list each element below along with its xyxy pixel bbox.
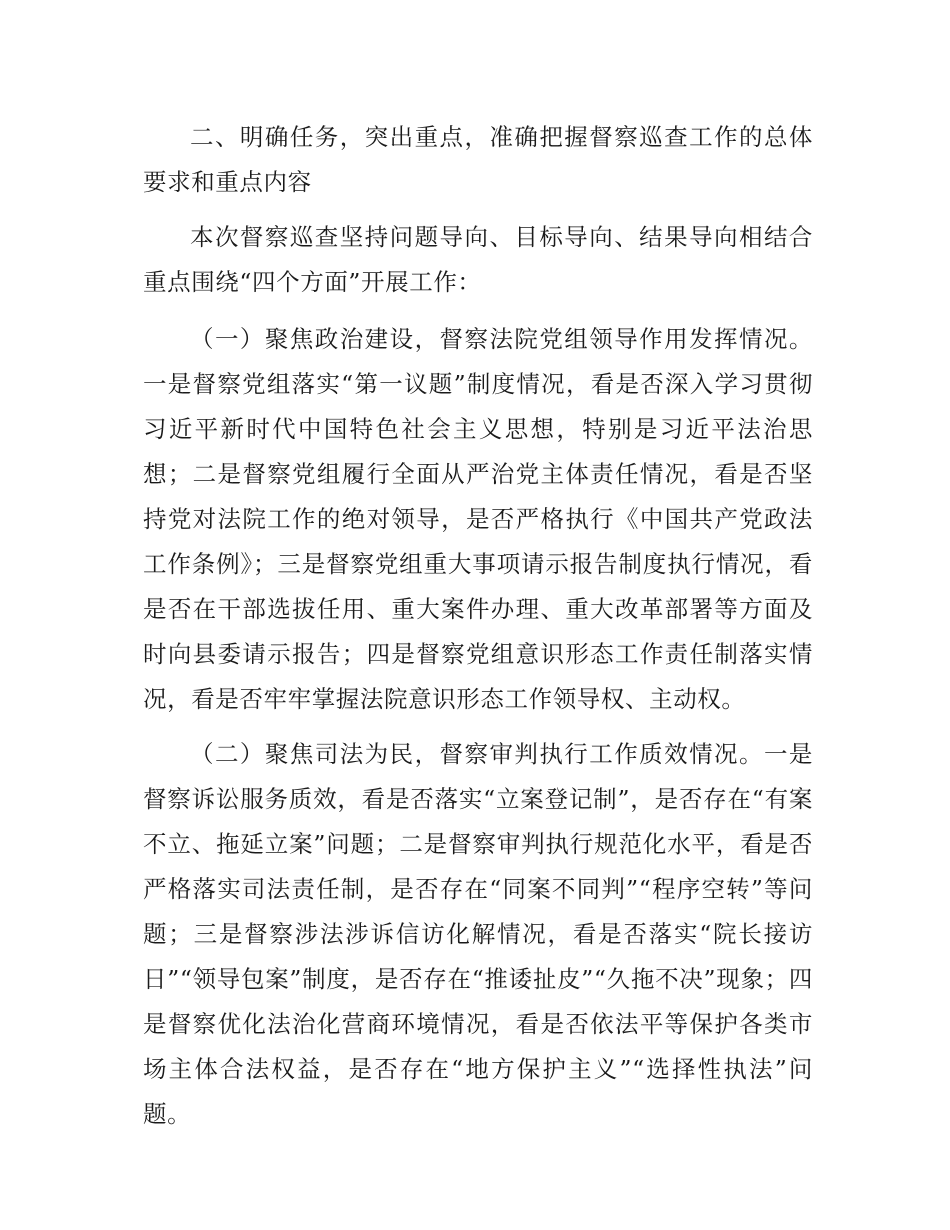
- section-heading: 二、明确任务，突出重点，准确把握督察巡查工作的总体要求和重点内容: [143, 123, 813, 196]
- item-paragraph-judicial-service: （二）聚焦司法为民，督察审判执行工作质效情况。一是督察诉讼服务质效，看是否落实“立案登记制”，是否存在“有案不立、拖延立案”问题；二是督察审判执行规范化水平，看是否严格落实司法责任制，是否存在“同案不同判”“程序空转”等问题；三是督察涉法涉诉信访化解情况，看是否落实“院长接访日”“领导包案”制度，是否存在“推诿扯皮”“久拖不决”现象；四是督察优化法治化营商环境情况，看是否依法平等保护各类市场主体合法权益，是否存在“地方保护主义”“选择性执法”问题。: [143, 740, 813, 1128]
- intro-paragraph: 本次督察巡查坚持问题导向、目标导向、结果导向相结合重点围绕“四个方面”开展工作：: [143, 223, 813, 296]
- item-paragraph-political-construction: （一）聚焦政治建设，督察法院党组领导作用发挥情况。一是督察党组落实“第一议题”制度情况，看是否深入学习贯彻习近平新时代中国特色社会主义思想，特别是习近平法治思想；二是督察党组履行全面从严治党主体责任情况，看是否坚持党对法院工作的绝对领导，是否严格执行《中国共产党政法工作条例》；三是督察党组重大事项请示报告制度执行情况，看是否在干部选拔任用、重大案件办理、重大改革部署等方面及时向县委请示报告；四是督察党组意识形态工作责任制落实情况，看是否牢牢掌握法院意识形态工作领导权、主动权。: [143, 325, 813, 713]
- document-body: [143, 115, 813, 1145]
